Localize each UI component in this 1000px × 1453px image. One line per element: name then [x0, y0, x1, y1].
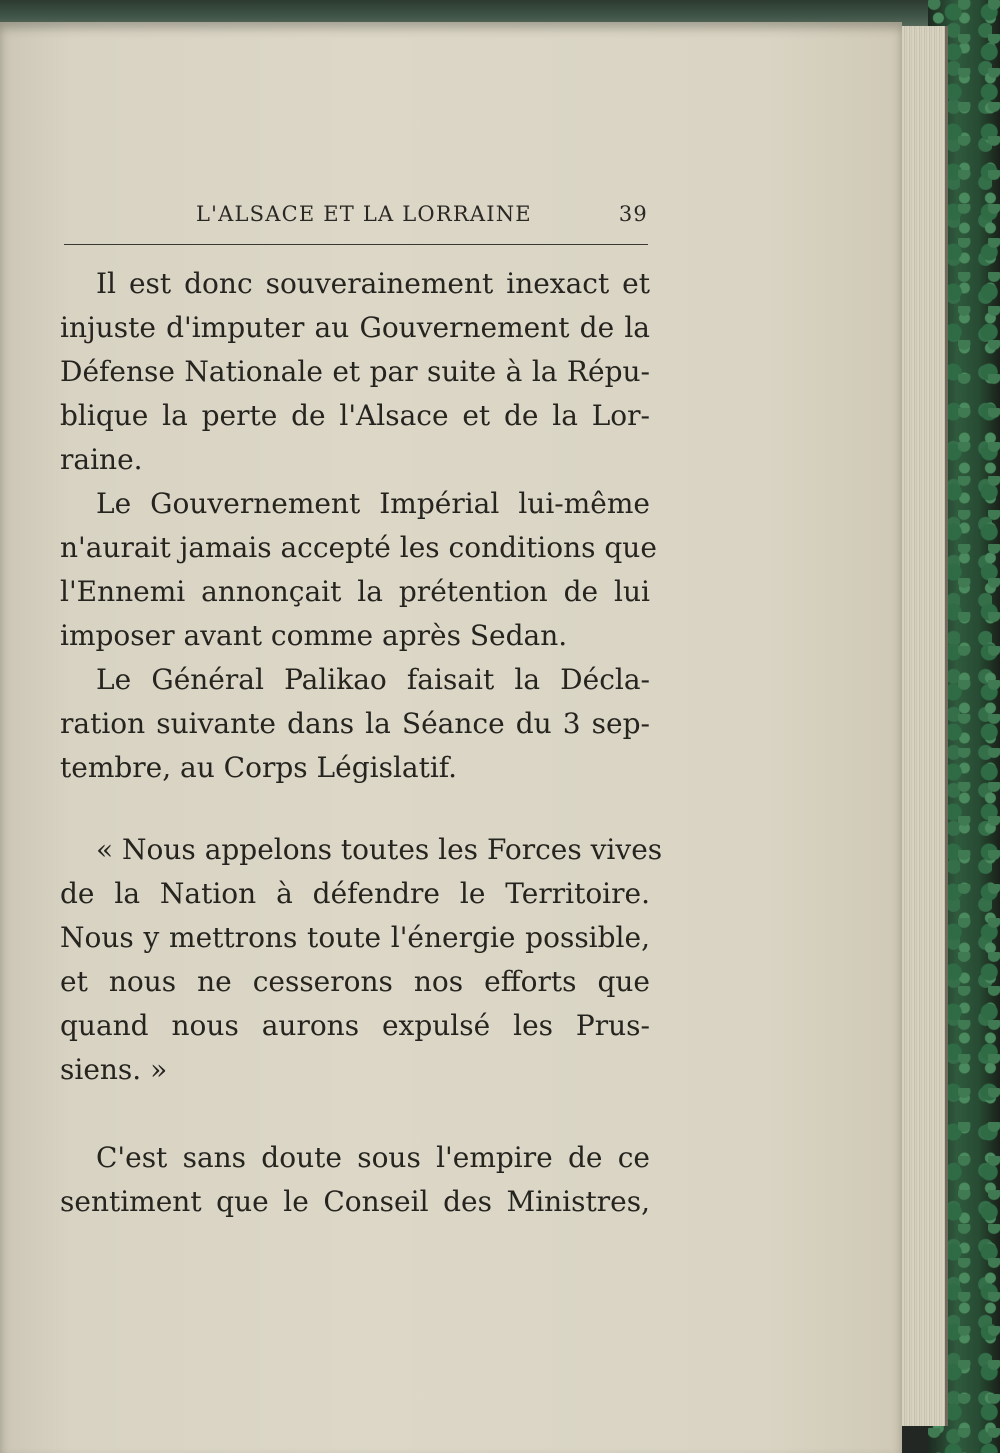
text-line: l'Ennemi annonçait la prétention de lui: [60, 575, 650, 608]
text-line: « Nous appelons toutes les Forces vives: [96, 833, 663, 866]
text-line: C'est sans doute sous l'empire de ce: [96, 1141, 650, 1174]
text-line: Défense Nationale et par suite à la Répu-: [60, 355, 650, 388]
text-line: blique la perte de l'Alsace et de la Lor-: [60, 399, 650, 432]
text-line: Nous y mettrons toute l'énergie possible,: [60, 921, 650, 954]
text-line: tembre, au Corps Législatif.: [60, 751, 458, 784]
text-line: imposer avant comme après Sedan.: [60, 619, 568, 652]
paragraph: [60, 482, 657, 658]
text-line: ration suivante dans la Séance du 3 sep-: [60, 707, 650, 740]
text-line: Le Général Palikao faisait la Décla-: [96, 663, 650, 696]
text-line: quand nous aurons expulsé les Prus-: [60, 1009, 650, 1042]
text-line: et nous ne cesserons nos efforts que: [60, 965, 650, 998]
paragraph-gap: [60, 1092, 650, 1136]
text-line: Le Gouvernement Impérial lui-même: [96, 487, 650, 520]
page-edges: [895, 26, 948, 1426]
text-line: siens. »: [60, 1053, 168, 1086]
paragraph: [60, 1136, 650, 1224]
text-line: injuste d'imputer au Gouvernement de la: [60, 311, 650, 344]
header-rule: [64, 244, 648, 245]
text-line: raine.: [60, 443, 143, 476]
text-line: sentiment que le Conseil des Ministres,: [60, 1185, 650, 1218]
paragraph: [60, 262, 650, 482]
page-number: 39: [618, 202, 648, 226]
paragraph-gap: [60, 790, 650, 828]
running-head: [64, 198, 648, 238]
text-line: de la Nation à défendre le Territoire.: [60, 877, 650, 910]
text-line: Il est donc souverainement inexact et: [96, 267, 650, 300]
running-title: L'ALSACE ET LA LORRAINE: [196, 202, 532, 226]
body-text: [60, 262, 663, 1224]
text-line: n'aurait jamais accepté les conditions que: [60, 531, 657, 564]
quotation: [60, 828, 663, 1092]
paragraph: [60, 658, 650, 790]
